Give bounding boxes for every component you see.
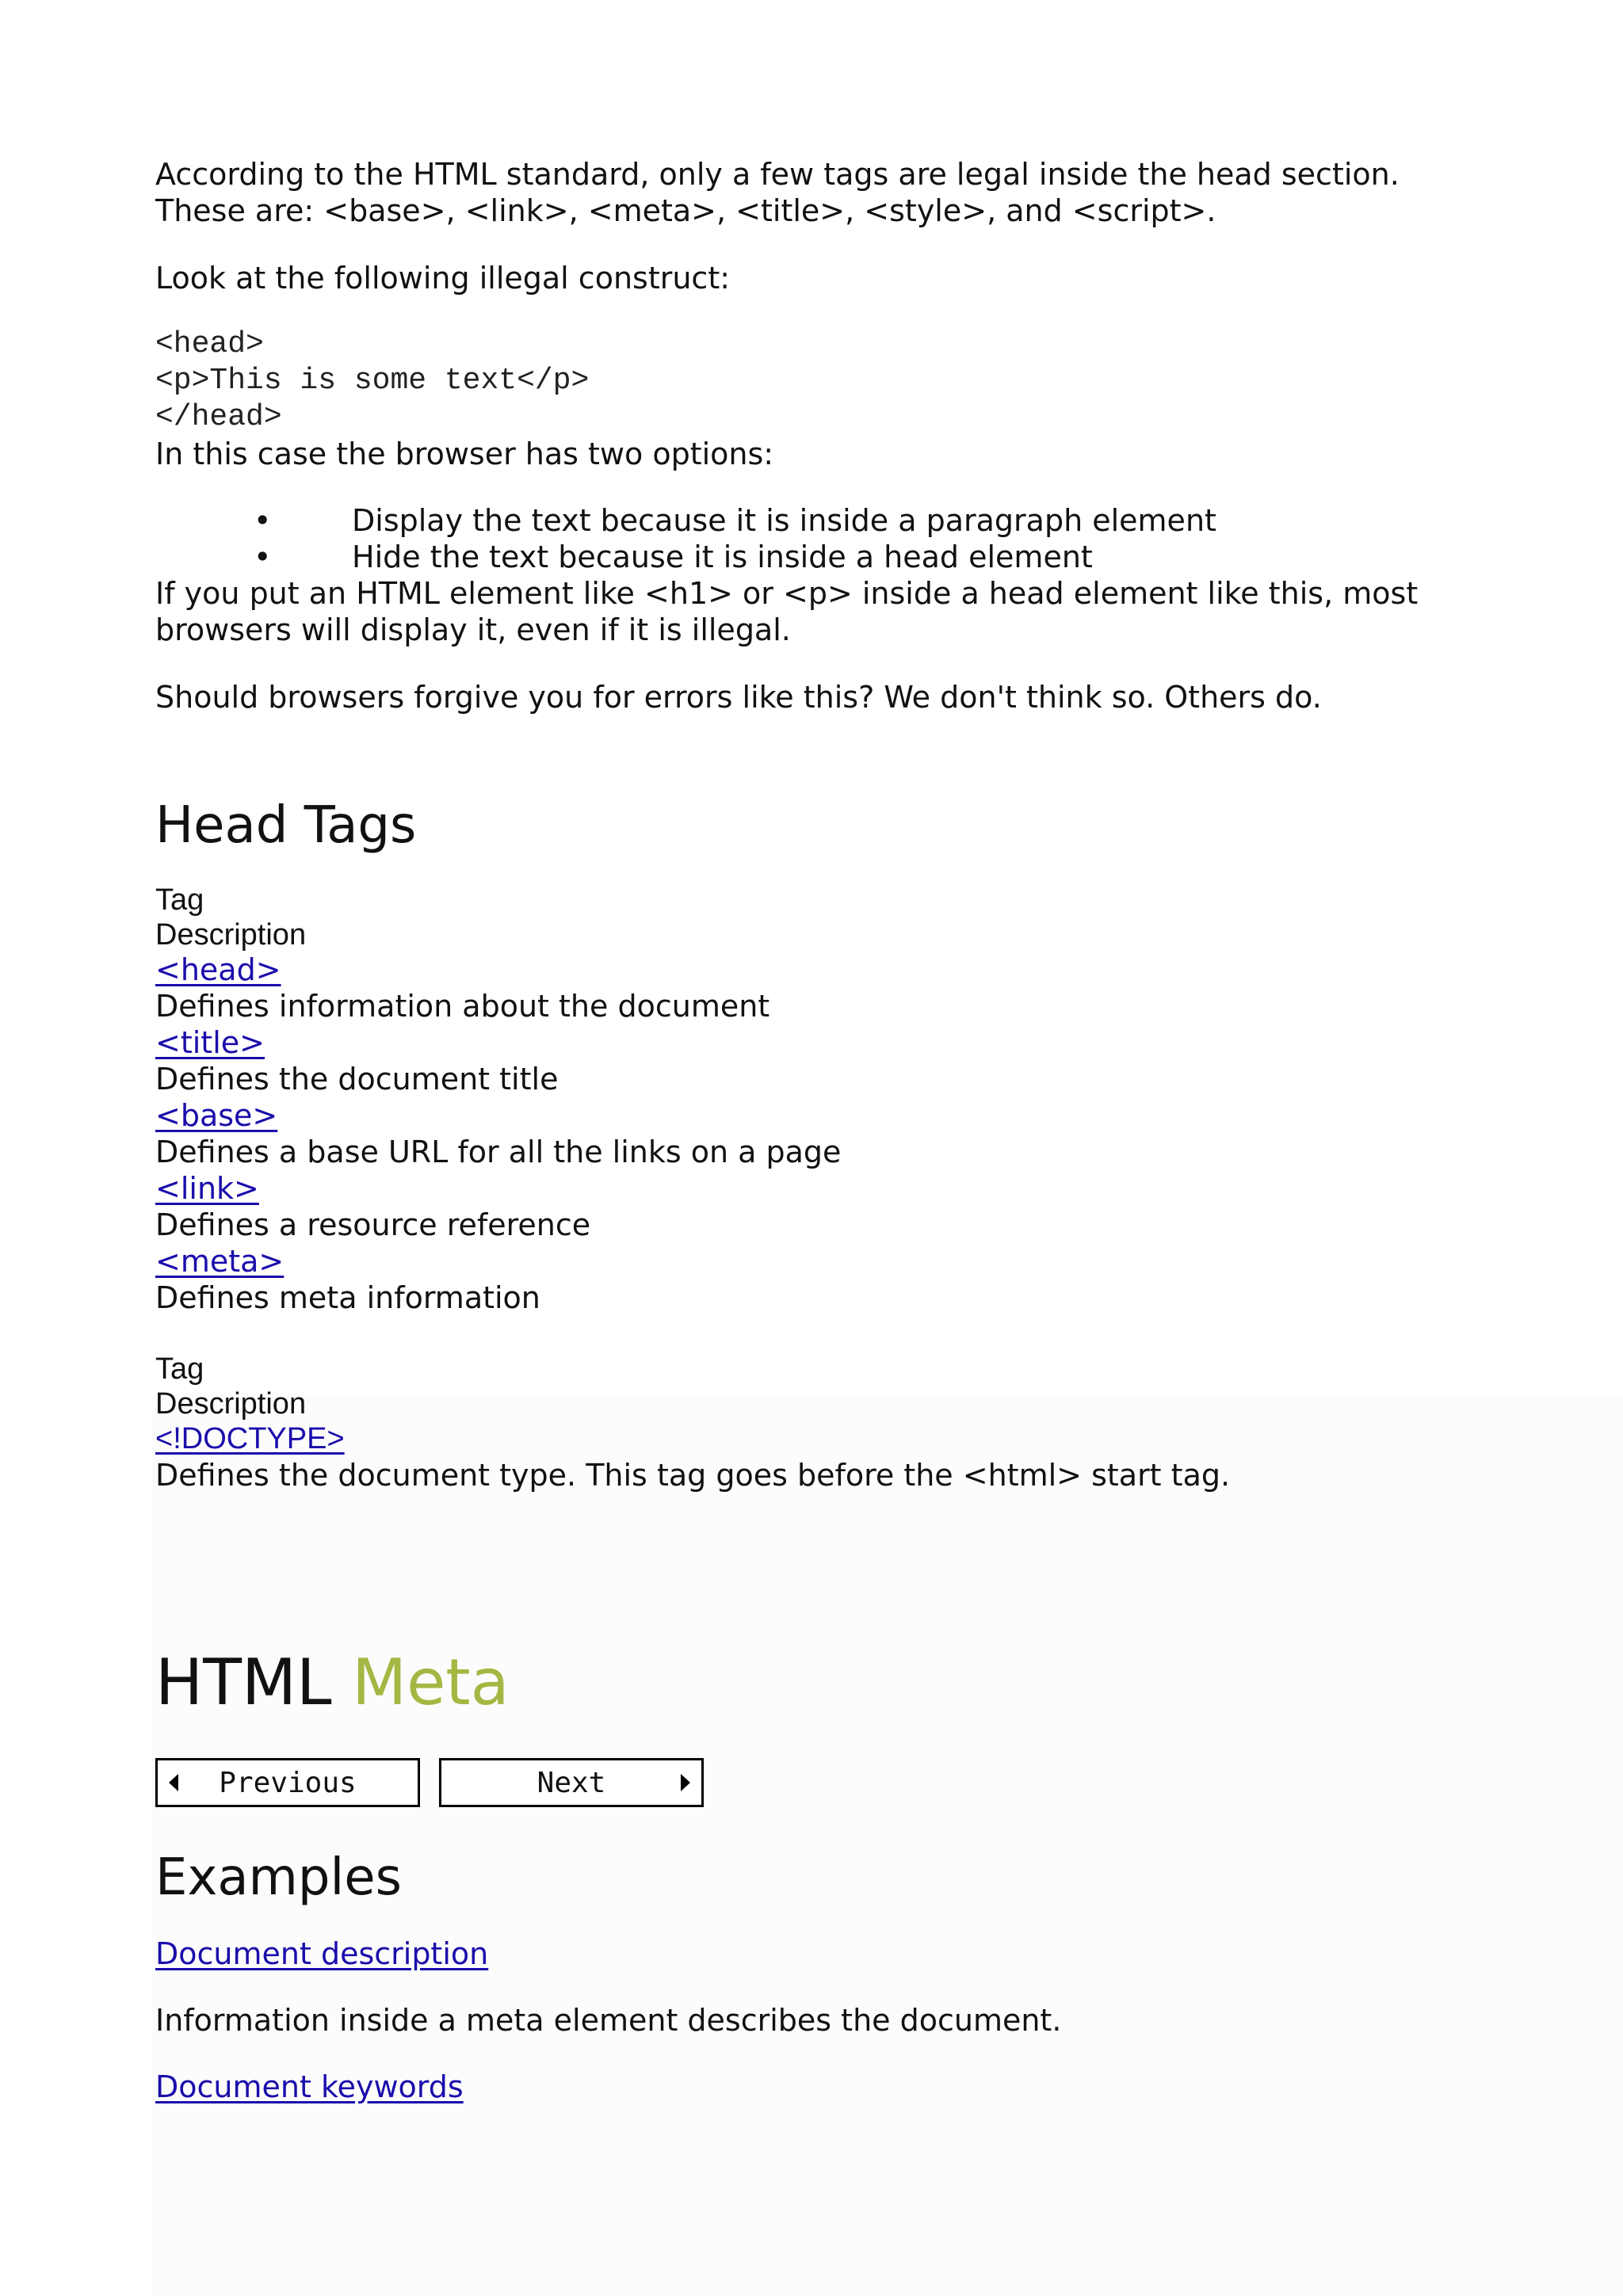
tag-description: Defines a base URL for all the links on a page — [155, 1135, 842, 1169]
intro-look: Look at the following illegal construct: — [155, 261, 731, 296]
tag-description: Defines information about the document — [155, 989, 770, 1024]
tag-link-title[interactable]: <title> — [155, 1025, 265, 1060]
example-link-document-description[interactable]: Document description — [155, 1936, 489, 1971]
intro-line-2: These are: <base>, <link>, <meta>, <title>, <style>, and <script>. — [155, 193, 1216, 228]
tag-link-link[interactable]: <link> — [155, 1171, 259, 1206]
tag-link-head[interactable]: <head> — [155, 952, 281, 987]
triangle-right-icon — [681, 1774, 690, 1791]
code-line-2: <p>This is some text</p> — [155, 364, 590, 398]
tag-link-doctype[interactable]: <!DOCTYPE> — [155, 1422, 345, 1455]
table-header-description: Description — [155, 918, 307, 952]
page-shade — [151, 1394, 1623, 2296]
bullet-icon: • — [254, 540, 272, 574]
previous-button[interactable] — [155, 1758, 420, 1807]
list-item-text: Hide the text because it is inside a head element — [352, 540, 1093, 574]
examples-heading: Examples — [155, 1848, 402, 1907]
options-intro: In this case the browser has two options: — [155, 437, 774, 471]
page-title — [155, 1645, 510, 1721]
options-after-line-2: browsers will display it, even if it is illegal. — [155, 612, 791, 647]
code-line-1: <head> — [155, 327, 264, 361]
code-line-3: </head> — [155, 400, 282, 434]
bullet-icon: • — [254, 503, 272, 538]
page-title-main: HTML — [155, 1646, 332, 1719]
next-button[interactable] — [439, 1758, 704, 1807]
example-text: Information inside a meta element describes the document. — [155, 2003, 1062, 2038]
next-button-label: Next — [537, 1766, 606, 1799]
tag-description: Defines a resource reference — [155, 1207, 591, 1242]
tag-description: Defines meta information — [155, 1280, 540, 1315]
table-header-description: Description — [155, 1387, 307, 1421]
previous-button-label: Previous — [219, 1766, 357, 1799]
tag-link-meta[interactable]: <meta> — [155, 1244, 285, 1279]
table-header-tag: Tag — [155, 1352, 204, 1386]
head-tags-heading: Head Tags — [155, 796, 417, 855]
options-question: Should browsers forgive you for errors like this? We don't think so. Others do. — [155, 680, 1322, 715]
tag-description: Defines the document type. This tag goes before the <html> start tag. — [155, 1458, 1231, 1493]
tag-link-base[interactable]: <base> — [155, 1098, 278, 1133]
triangle-left-icon — [169, 1774, 178, 1791]
example-link-document-keywords[interactable]: Document keywords — [155, 2069, 464, 2104]
intro-line-1: According to the HTML standard, only a few tags are legal inside the head section. — [155, 157, 1400, 192]
page-title-accent: Meta — [352, 1646, 510, 1719]
table-header-tag: Tag — [155, 883, 204, 917]
options-after-line-1: If you put an HTML element like <h1> or <p> inside a head element like this, most — [155, 576, 1419, 611]
list-item-text: Display the text because it is inside a paragraph element — [352, 503, 1216, 538]
tag-description: Defines the document title — [155, 1062, 559, 1097]
